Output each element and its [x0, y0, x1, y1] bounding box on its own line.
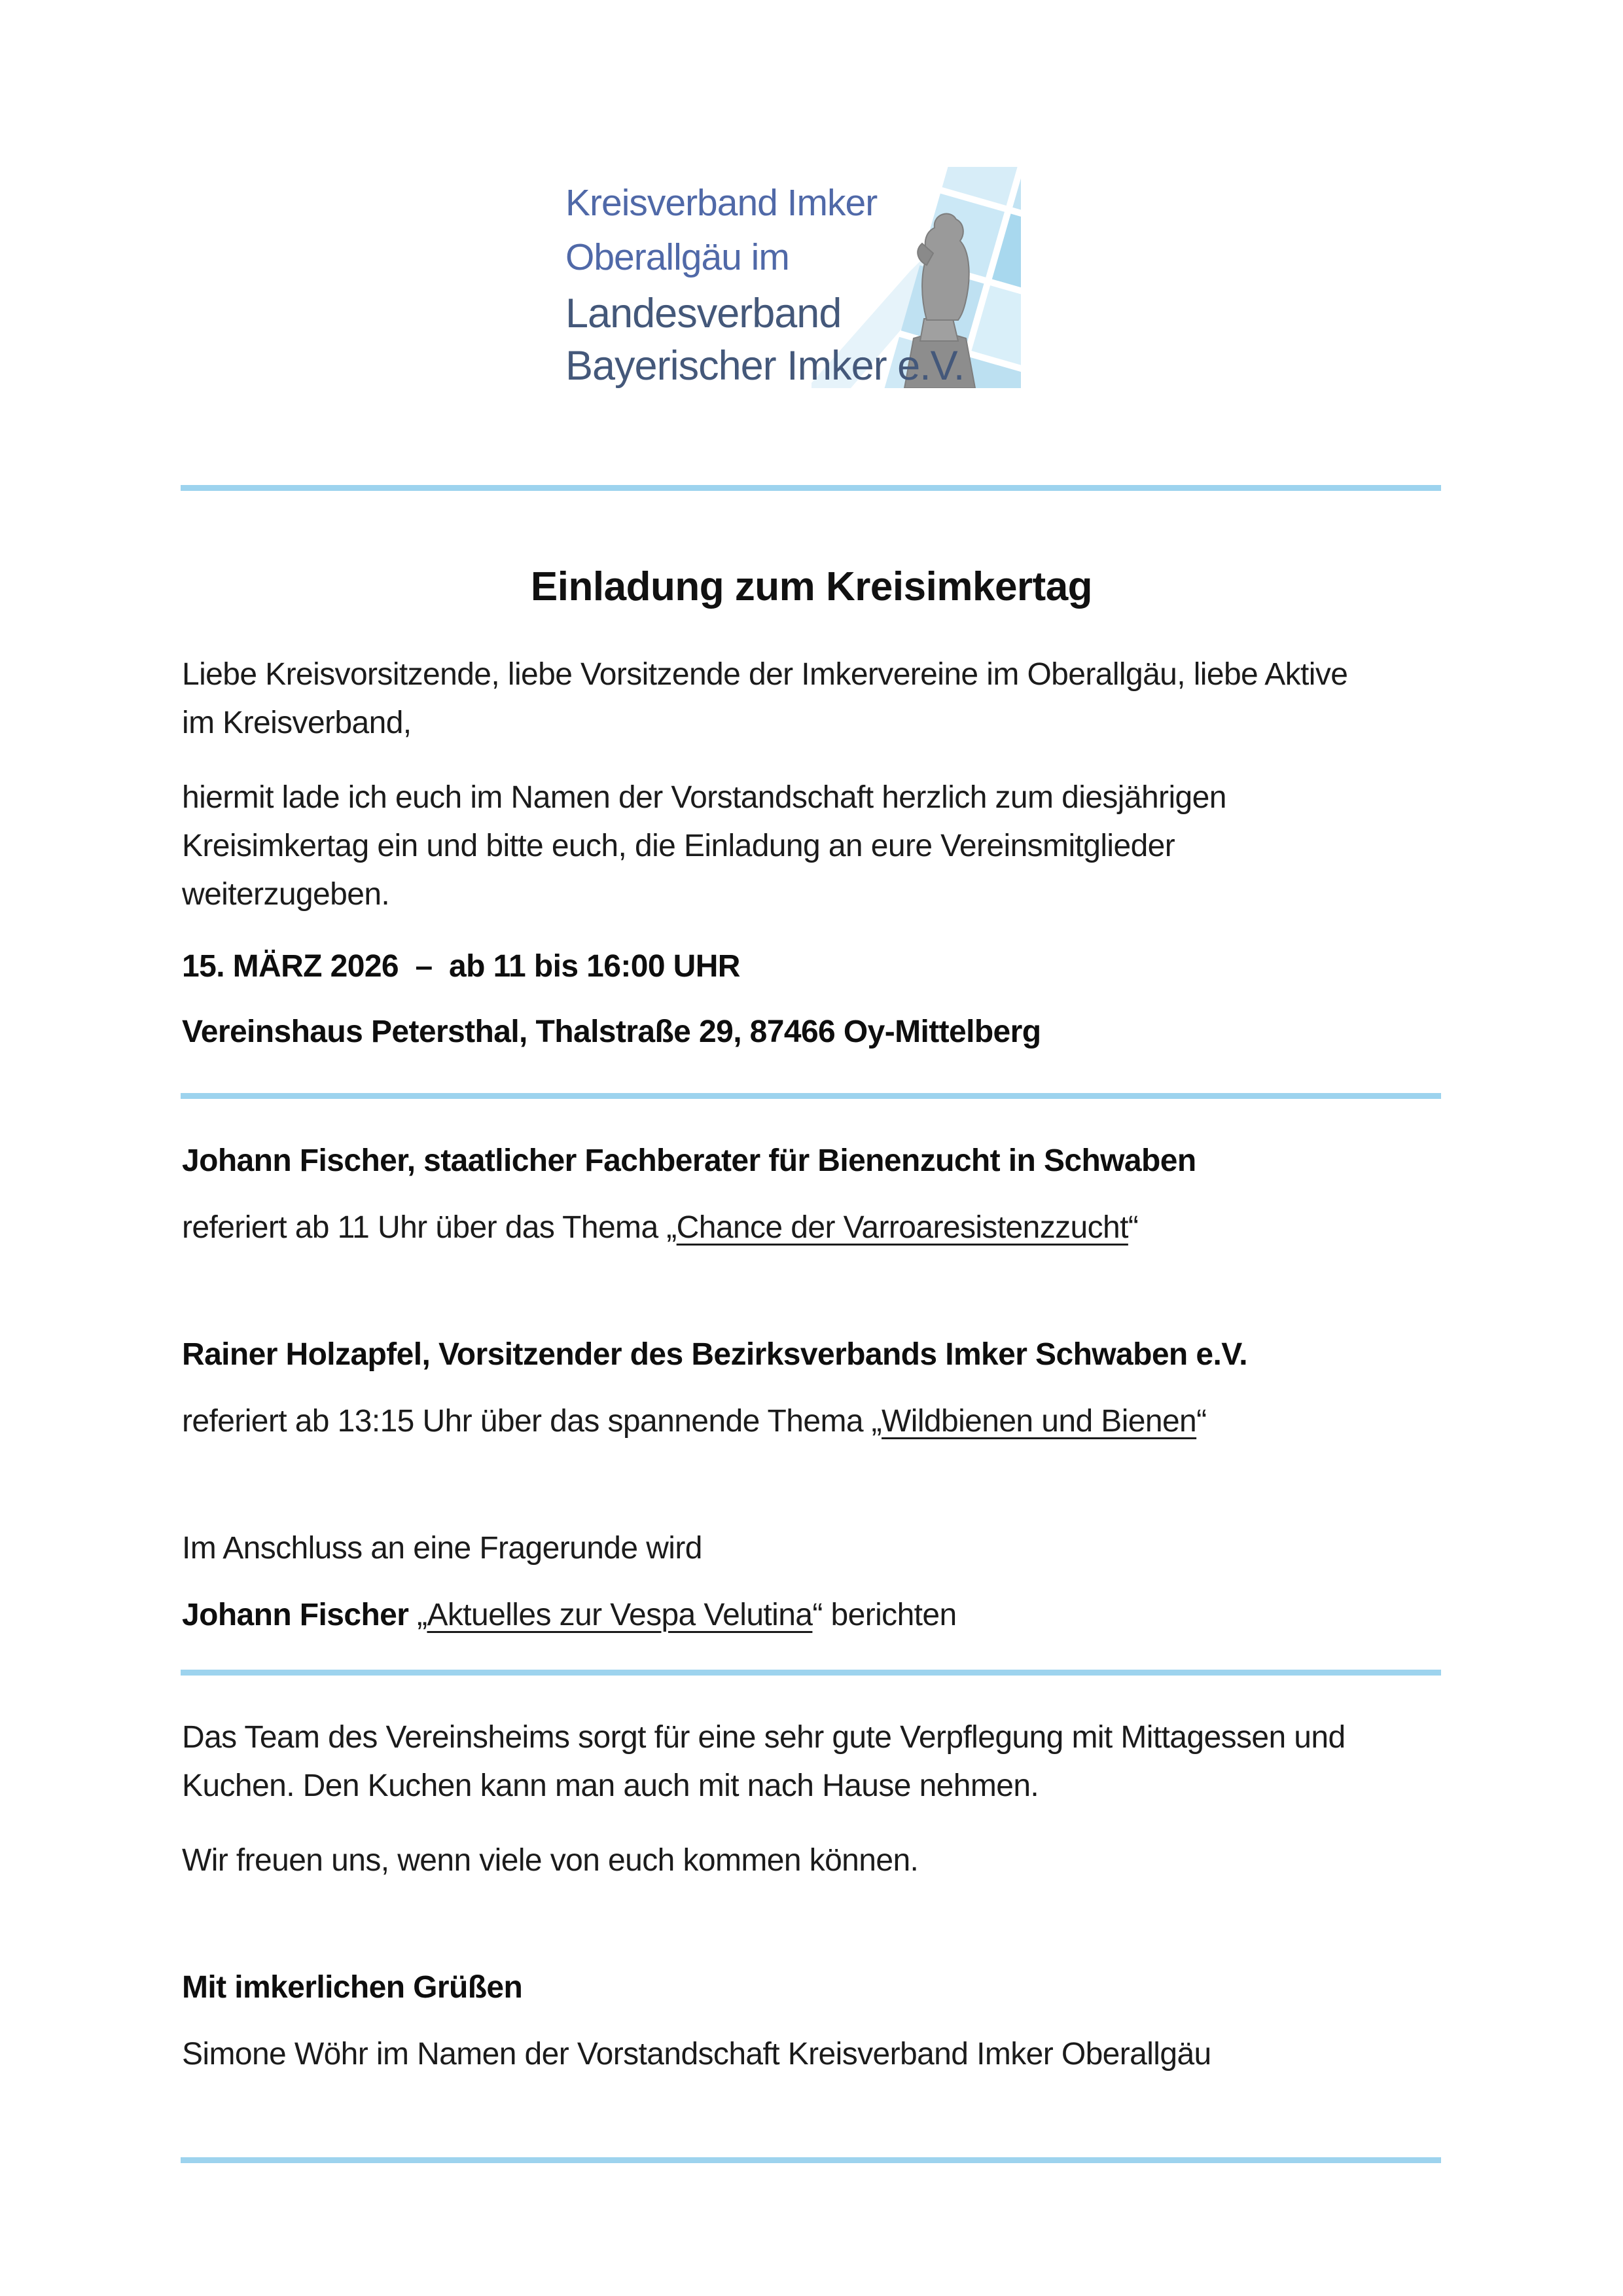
text-line: Liebe Kreisvorsitzende, liebe Vorsitzende der Imkervereine im Oberallgäu, liebe Aktive — [182, 657, 1348, 692]
intro-paragraph — [182, 774, 1442, 919]
talk-topic-link[interactable]: Aktuelles zur Vespa Velutina — [427, 1598, 813, 1632]
talk-topic-link[interactable]: Chance der Varroaresistenzzucht — [676, 1210, 1128, 1245]
logo-text-line: Landesverband — [565, 291, 842, 336]
speaker1-header — [182, 1137, 1442, 1185]
talk-mid: „ — [408, 1598, 427, 1632]
talk-suffix: “ berichten — [812, 1598, 957, 1632]
date-line: 15. MÄRZ 2026 – ab 11 bis 16:00 UHR — [182, 949, 740, 984]
logo-text-line: Oberallgäu im — [565, 236, 789, 278]
venue-line: Vereinshaus Petersthal, Thalstraße 29, 87466 Oy-Mittelberg — [182, 1014, 1041, 1049]
speaker2-header — [182, 1331, 1442, 1379]
talk-suffix: “ — [1196, 1404, 1207, 1439]
followup-talk — [182, 1591, 1442, 1640]
text-line: Wir freuen uns, wenn viele von euch kommen können. — [182, 1843, 919, 1878]
talk-prefix: referiert ab 11 Uhr über das Thema „ — [182, 1210, 677, 1245]
salutation-paragraph — [182, 651, 1442, 747]
event-venue — [182, 1008, 1442, 1056]
text-line: Das Team des Vereinsheims sorgt für eine sehr gute Verpflegung mit Mittagessen und — [182, 1720, 1346, 1755]
speaker-name-line: Rainer Holzapfel, Vorsitzender des Bezirksverbands Imker Schwaben e.V. — [182, 1337, 1247, 1372]
logo-text-line: Bayerischer Imker e.V. — [565, 343, 965, 389]
regards-line — [182, 1964, 1442, 2012]
talk-line — [182, 1591, 1442, 1640]
text-line: hiermit lade ich euch im Namen der Vorstandschaft herzlich zum diesjährigen — [182, 780, 1226, 815]
talk-suffix: “ — [1128, 1210, 1139, 1245]
talk-line — [182, 1204, 1442, 1252]
talk-line — [182, 1397, 1442, 1446]
text-line: im Kreisverband, — [182, 706, 412, 740]
association-logo — [555, 167, 1021, 388]
text-line: weiterzugeben. — [182, 877, 390, 912]
speaker-name: Johann Fischer — [182, 1598, 409, 1632]
section-divider — [181, 1670, 1441, 1676]
section-divider — [181, 1093, 1441, 1099]
text-line: Kuchen. Den Kuchen kann man auch mit nach Hause nehmen. — [182, 1768, 1039, 1803]
speaker2-talk — [182, 1397, 1442, 1446]
event-date — [182, 942, 1442, 991]
text-line: Mit imkerlichen Grüßen — [182, 1970, 523, 2005]
talk-topic-link[interactable]: Wildbienen und Bienen — [882, 1404, 1197, 1439]
logo-text-line: Kreisverband Imker — [565, 182, 878, 224]
followup-intro — [182, 1524, 1442, 1573]
catering-paragraph — [182, 1713, 1442, 1810]
text-line: Im Anschluss an eine Fragerunde wird — [182, 1531, 702, 1566]
page-title: Einladung zum Kreisimkertag — [530, 564, 1093, 609]
section-divider — [181, 485, 1441, 491]
text-line: Kreisimkertag ein und bitte euch, die Einladung an eure Vereinsmitglieder — [182, 829, 1175, 863]
speaker-name-line: Johann Fischer, staatlicher Fachberater für Bienenzucht in Schwaben — [182, 1143, 1196, 1178]
signature-line — [182, 2030, 1442, 2079]
text-line: Simone Wöhr im Namen der Vorstandschaft Kreisverband Imker Oberallgäu — [182, 2037, 1211, 2072]
section-divider — [181, 2157, 1441, 2163]
talk-prefix: referiert ab 13:15 Uhr über das spannende Thema „ — [182, 1404, 882, 1439]
closing-invite — [182, 1837, 1442, 1885]
speaker1-talk — [182, 1204, 1442, 1252]
